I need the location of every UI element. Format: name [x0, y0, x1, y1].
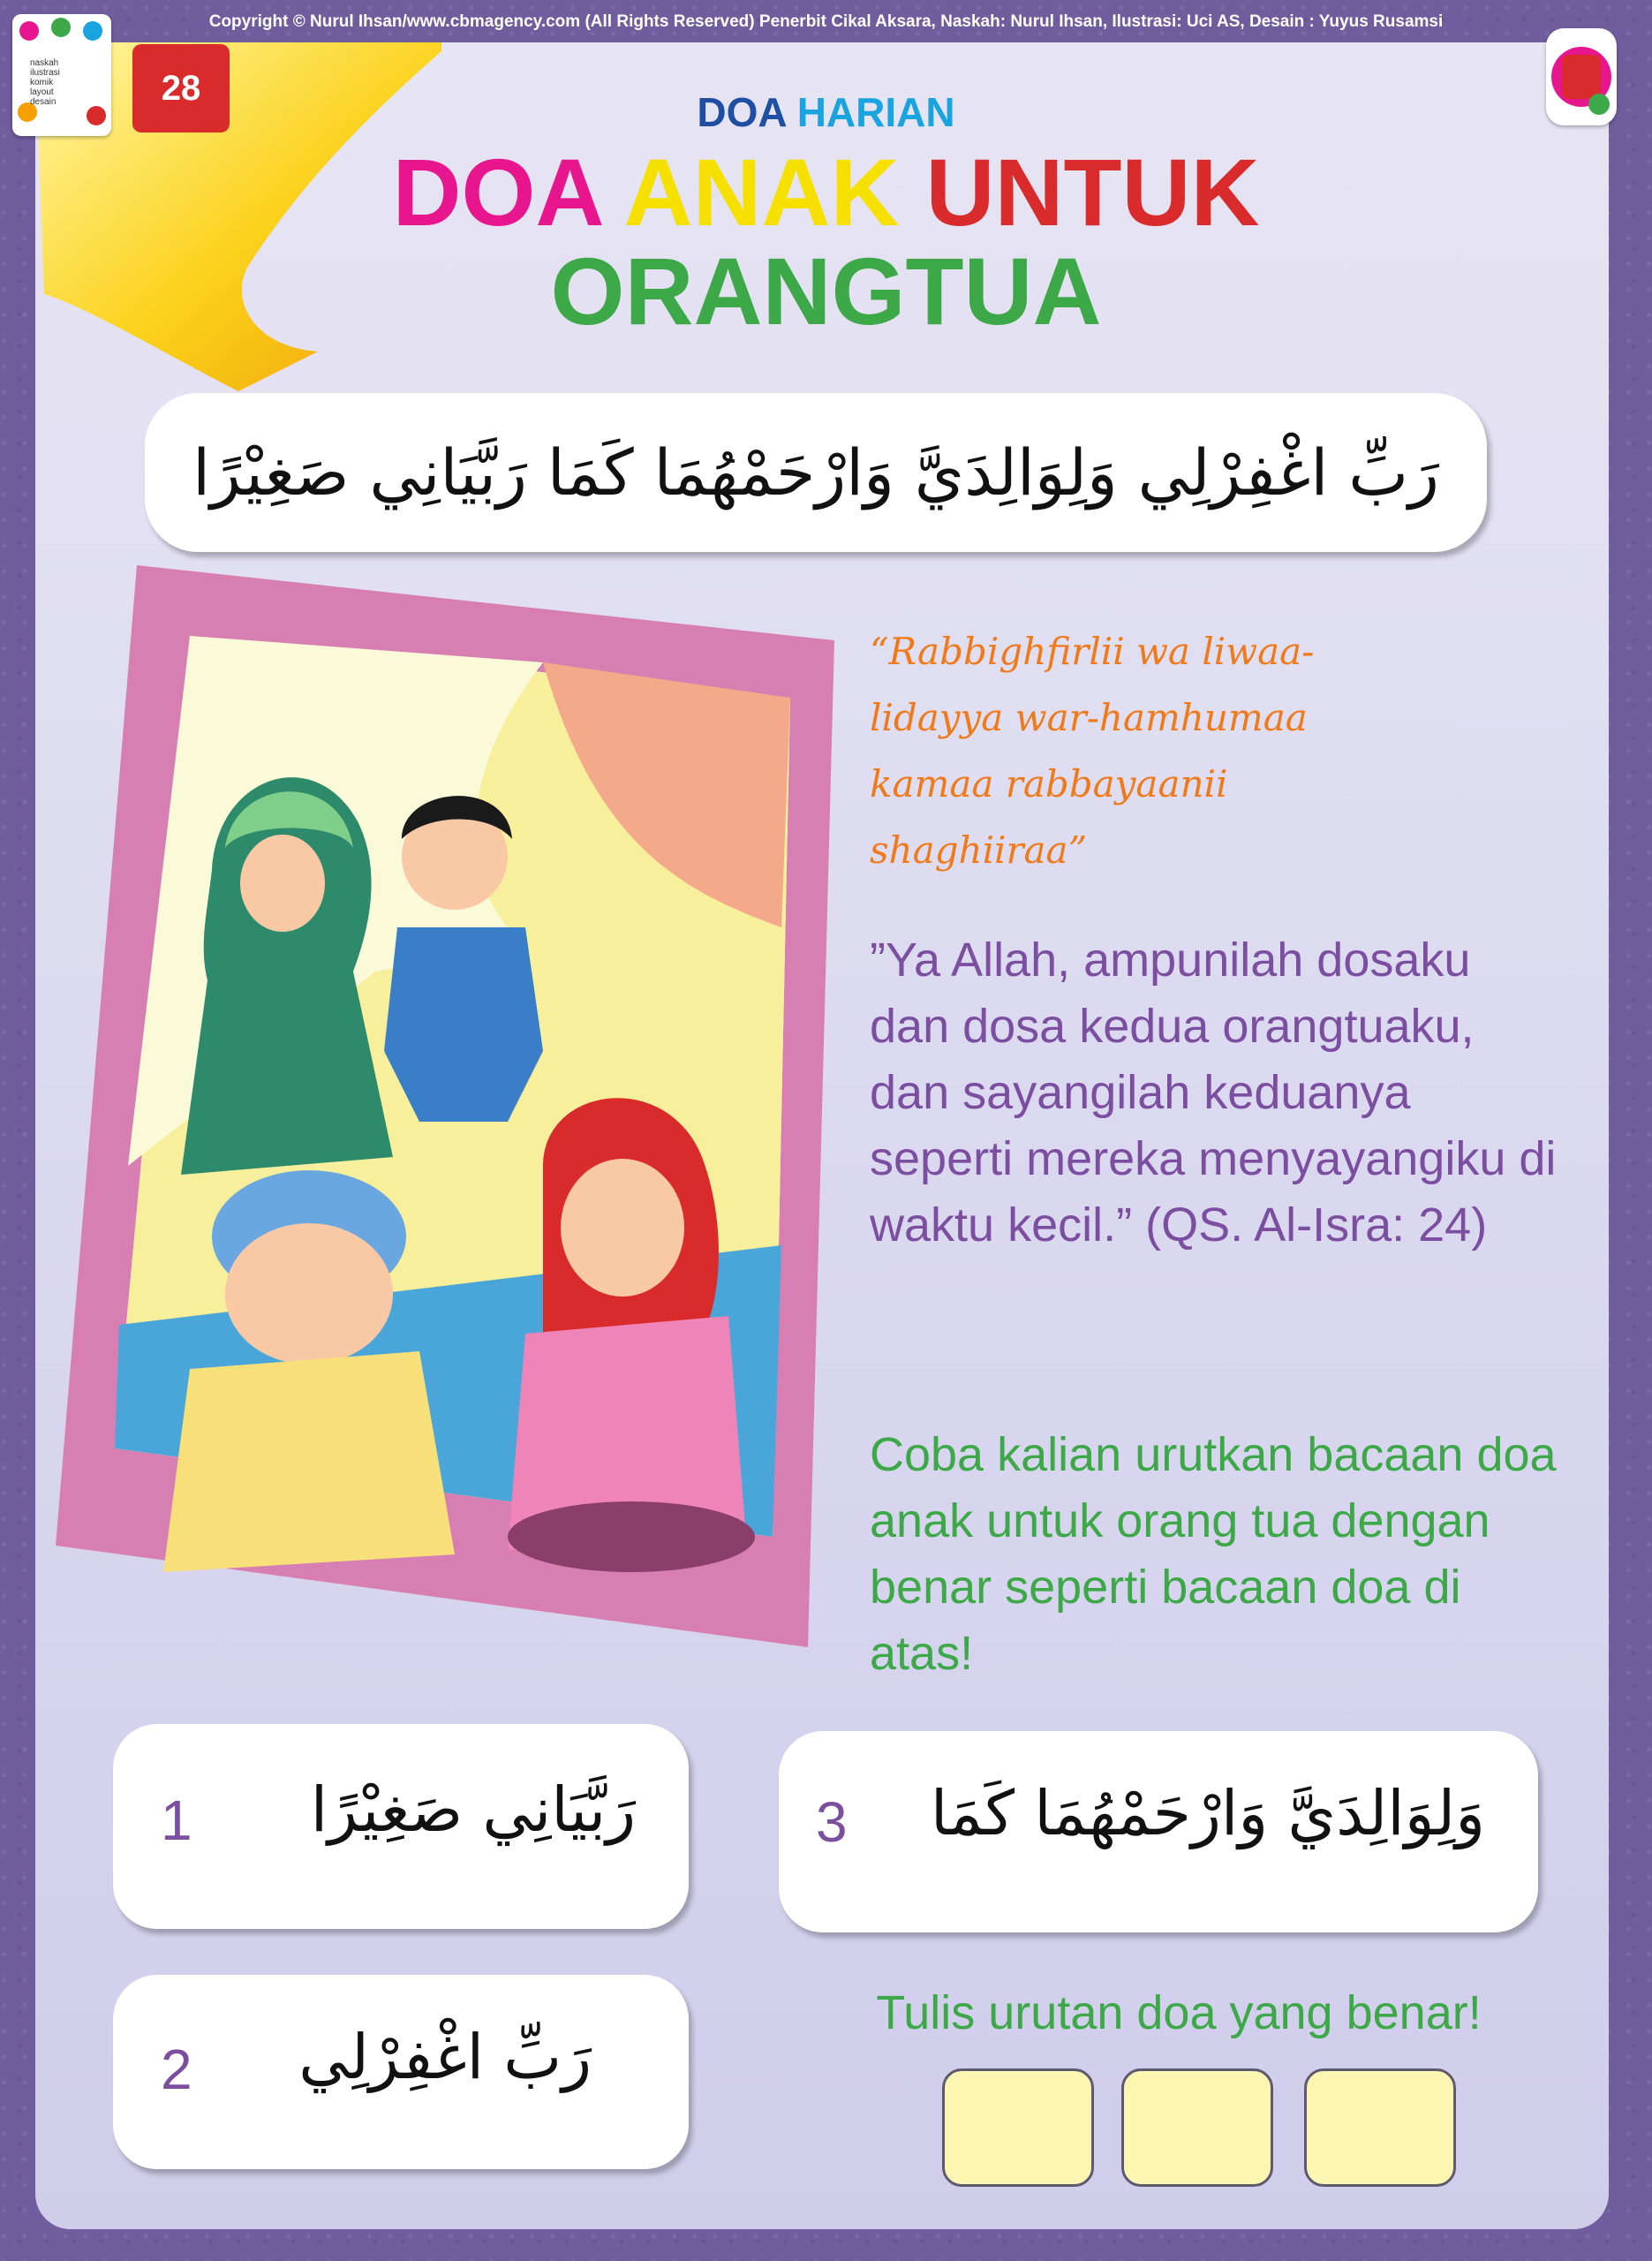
instruction-text: Coba kalian urutkan bacaan doa anak untuk orang tua dengan benar seperti bacaan doa di atas! [870, 1428, 1557, 1680]
card-number: 1 [161, 1788, 192, 1852]
phrase-card-2 [113, 1975, 689, 2169]
phrase-card-3 [779, 1731, 1538, 1932]
card-arabic-text: وَلِوَالِدَيَّ وَارْحَمْهُمَا كَمَا [930, 1777, 1485, 1849]
card-number: 2 [161, 2038, 192, 2101]
kicker-title: DOA HARIAN [697, 89, 955, 135]
write-order-prompt: Tulis urutan doa yang benar! [876, 1986, 1482, 2039]
answer-box-3[interactable] [1304, 2068, 1456, 2187]
logo-text: naskah ilustrasi komik layout desain [30, 58, 60, 107]
translation-text: ”Ya Allah, ampunilah dosaku dan dosa kedua orangtuaku, dan sayangilah keduanya seperti mereka menyayangiku di waktu kecil.” (QS. Al-Isra: 24) [870, 934, 1557, 1251]
phrase-card-1 [113, 1724, 689, 1929]
main-title-line2: ORANGTUA [550, 238, 1102, 344]
transliteration-text: “Rabbighfirlii wa liwaa-lidayya war-hamhumaa kamaa rabbayaanii shaghiiraa” [870, 630, 1315, 872]
card-arabic-text: رَبَّيَانِي صَغِيْرًا [310, 1773, 636, 1846]
card-number: 3 [816, 1790, 848, 1854]
answer-box-1[interactable] [942, 2068, 1094, 2187]
card-arabic-text: رَبِّ اغْفِرْلِي [298, 2021, 592, 2093]
children-praying-illustration [49, 556, 843, 1669]
page-number-badge: 28 [132, 44, 230, 132]
answer-box-2[interactable] [1121, 2068, 1273, 2187]
main-arabic-pill [145, 393, 1487, 552]
main-arabic-text: رَبِّ اغْفِرْلِي وَلِوَالِدَيَّ وَارْحَمْهُمَا كَمَا رَبَّيَانِي صَغِيْرًا [192, 435, 1439, 510]
main-title-line1: DOA ANAK UNTUK [392, 139, 1260, 246]
copyright-line: Copyright © Nurul Ihsan/www.cbmagency.com (All Rights Reserved) Penerbit Cikal Aksara, Naskah: Nurul Ihsan, Ilustrasi: Uci AS, Desain : Yuyus Rusamsi [208, 12, 1444, 31]
